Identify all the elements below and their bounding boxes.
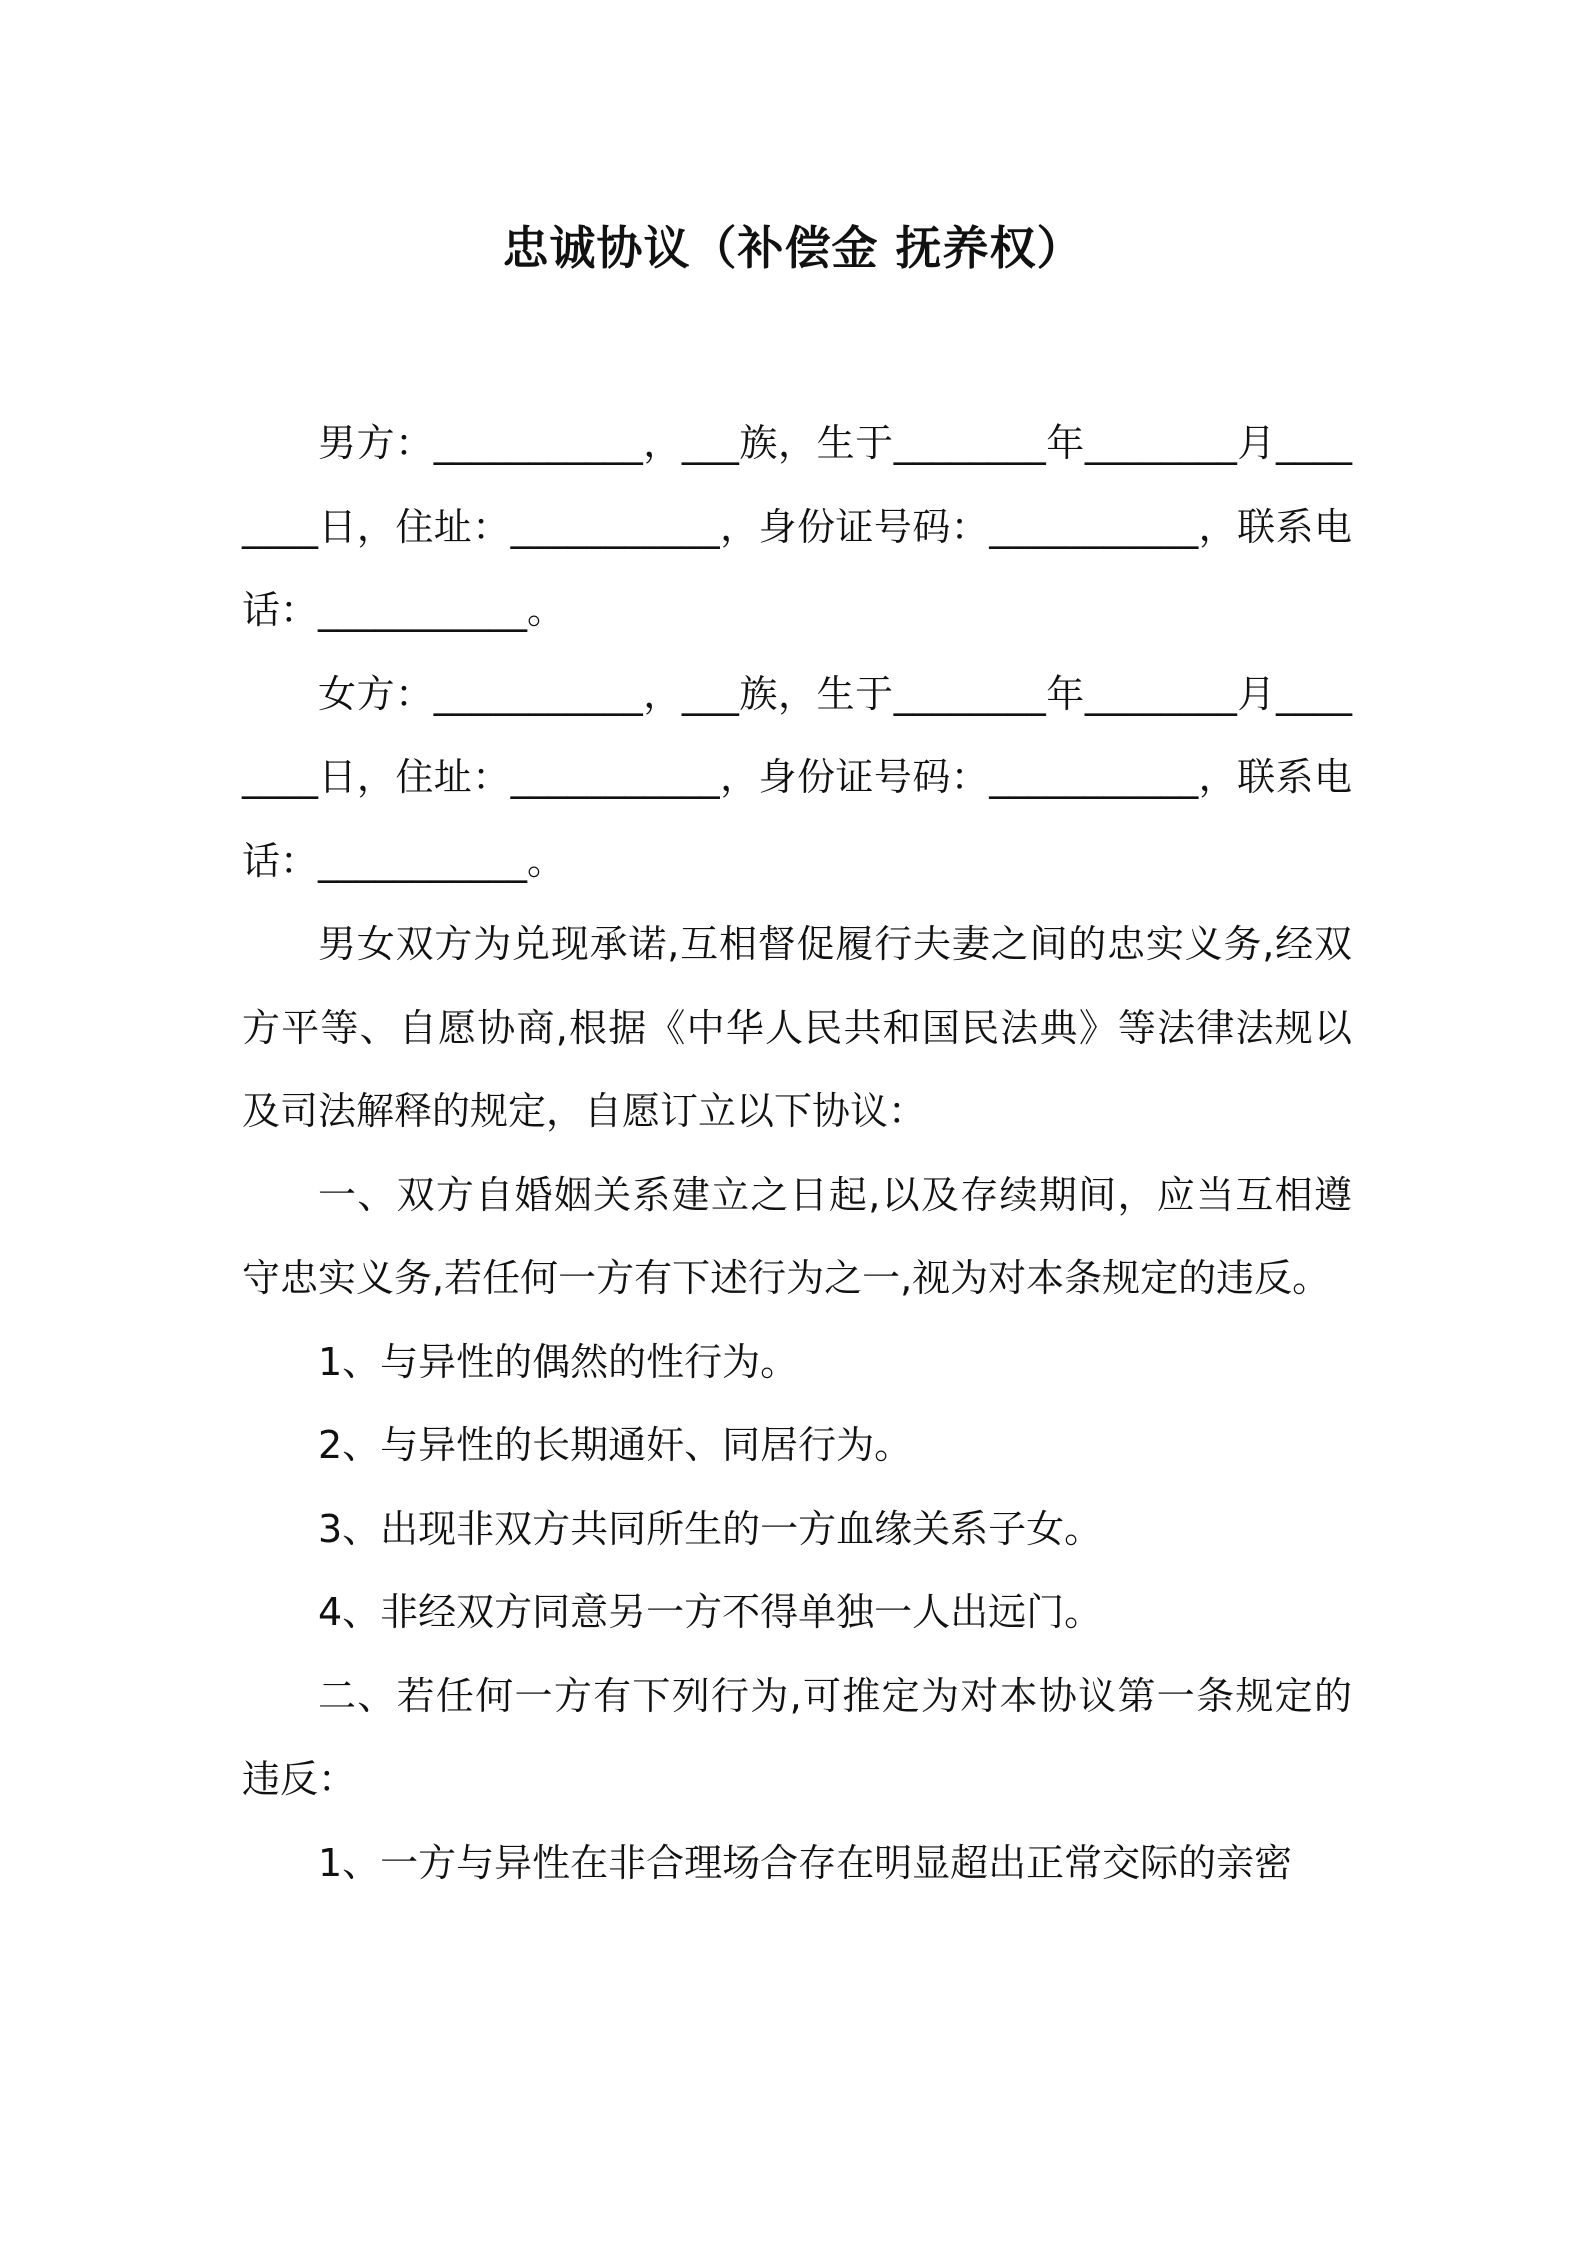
article-two: 二、若任何一方有下列行为,可推定为对本协议第一条规定的违反：	[242, 1673, 1352, 1801]
article-one-item-2: 2、与异性的长期通奸、同居行为。	[318, 1423, 913, 1467]
document-body	[242, 402, 1352, 1905]
article-two-item-1: 1、一方与异性在非合理场合存在明显超出正常交际的亲密	[318, 1840, 1293, 1885]
document-title: 忠诚协议（补偿金 抚养权）	[502, 221, 1084, 275]
article-one: 一、双方自婚姻关系建立之日起,以及存续期间，应当互相遵守忠实义务,若任何一方有下述行为之一,视为对本条规定的违反。	[242, 1172, 1352, 1300]
female-party-info: 女方：___________，___族，生于________年________月________日，住址：___________，身份证号码：___________，联系电话：___________。	[242, 671, 1352, 883]
article-one-item-4: 4、非经双方同意另一方不得单独一人出远门。	[318, 1590, 1103, 1634]
article-one-item-1: 1、与异性的偶然的性行为。	[318, 1339, 799, 1384]
preamble-paragraph: 男女双方为兑现承诺,互相督促履行夫妻之间的忠实义务,经双方平等、自愿协商,根据《中华人民共和国民法典》等法律法规以及司法解释的规定，自愿订立以下协议：	[242, 922, 1352, 1133]
article-one-item-3: 3、出现非双方共同所生的一方血缘关系子女。	[318, 1506, 1103, 1551]
male-party-info: 男方：___________，___族，生于________年________月________日，住址：___________，身份证号码：___________，联系电话：___________。	[242, 421, 1352, 632]
